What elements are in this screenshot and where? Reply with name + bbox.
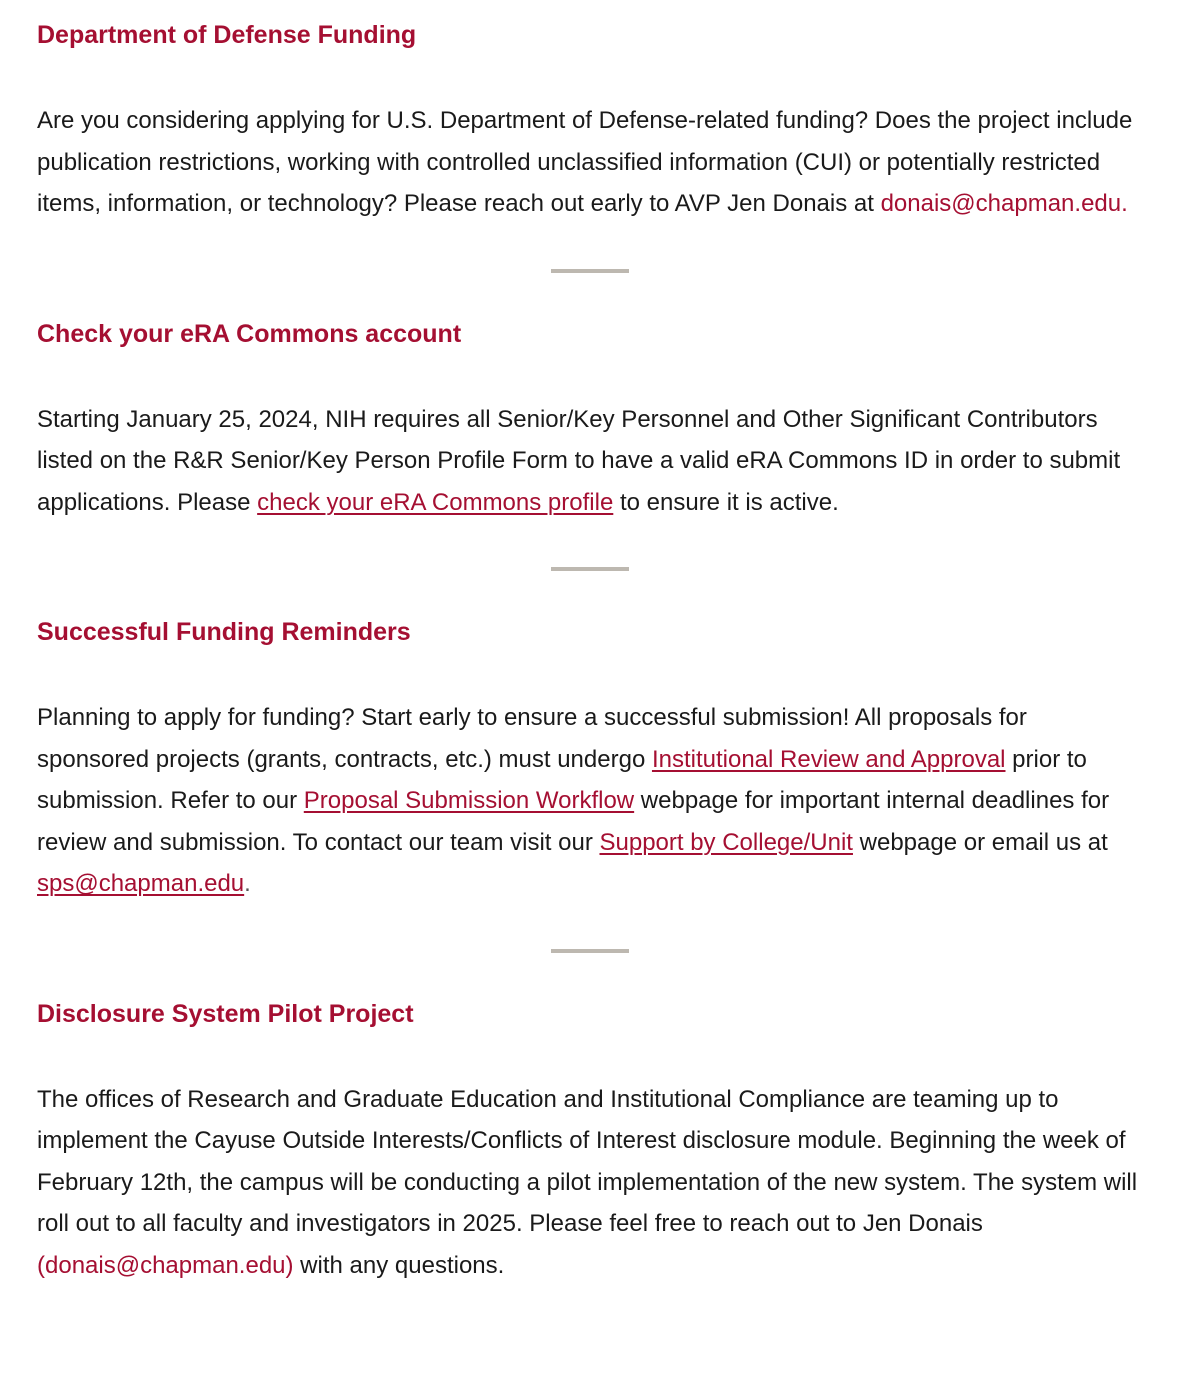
body-text: with any questions.: [293, 1251, 505, 1279]
divider-row: [37, 225, 1143, 273]
body-text: webpage or email us at: [852, 828, 1108, 856]
body-text: to ensure it is active.: [613, 488, 839, 516]
era-commons-profile-link[interactable]: check your eRA Commons profile: [257, 488, 614, 516]
email-link-donais[interactable]: (donais@chapman.edu): [37, 1251, 294, 1279]
section-heading: Disclosure System Pilot Project: [37, 999, 414, 1028]
divider: [551, 269, 629, 273]
divider: [551, 567, 629, 571]
divider: [551, 949, 629, 953]
proposal-workflow-link[interactable]: Proposal Submission Workflow: [303, 787, 635, 814]
divider-row: [37, 523, 1143, 571]
section-heading: Check your eRA Commons account: [37, 319, 462, 348]
support-by-college-link[interactable]: Support by College/Unit: [599, 828, 853, 856]
email-link-sps[interactable]: sps@chapman.edu: [37, 870, 245, 897]
section-funding-reminders: [37, 597, 1143, 905]
body-text: webpage for important internal deadlines for review and submission. To contact our team visit our: [37, 787, 1110, 856]
body-text: .: [244, 870, 251, 897]
section-body: [37, 349, 1143, 524]
section-dod-funding: [37, 0, 1143, 225]
email-link-donais[interactable]: donais@chapman.edu.: [880, 190, 1128, 217]
body-text: Are you considering applying for U.S. Department of Defense-related funding? Does the project include publication restrictions, working with controlled unclassified information (CUI) or potentially restricted items, information, or technology? Please reach out early to AVP Jen Donais at: [37, 107, 1133, 217]
section-body: [37, 647, 1143, 905]
body-text: Starting January 25, 2024, NIH requires all Senior/Key Personnel and Other Significant Contributors listed on the R&R Senior/Key Person Profile Form to have a valid eRA Commons ID in order to submit applications. Please: [37, 405, 1121, 516]
institutional-review-link[interactable]: Institutional Review and Approval: [651, 745, 1006, 773]
divider-row: [37, 905, 1143, 953]
section-body: [37, 1029, 1143, 1287]
section-disclosure-pilot: [37, 979, 1143, 1287]
section-heading: Department of Defense Funding: [37, 21, 417, 49]
body-text: The offices of Research and Graduate Education and Institutional Compliance are teaming up to implement the Cayuse Outside Interests/Conflicts of Interest disclosure module. Beginning the week of February 12th, the campus will be conducting a pilot implementation of the new system. The system will roll out to all faculty and investigators in 2025. Please feel free to reach out to Jen Donais: [37, 1085, 1138, 1237]
section-heading: Successful Funding Reminders: [37, 618, 411, 646]
section-era-commons: [37, 299, 1143, 524]
body-text: prior to submission. Refer to our: [37, 745, 1087, 814]
section-body: [37, 50, 1143, 225]
body-text: Planning to apply for funding? Start early to ensure a successful submission! All proposals for sponsored projects (grants, contracts, etc.) must undergo: [37, 704, 1027, 773]
